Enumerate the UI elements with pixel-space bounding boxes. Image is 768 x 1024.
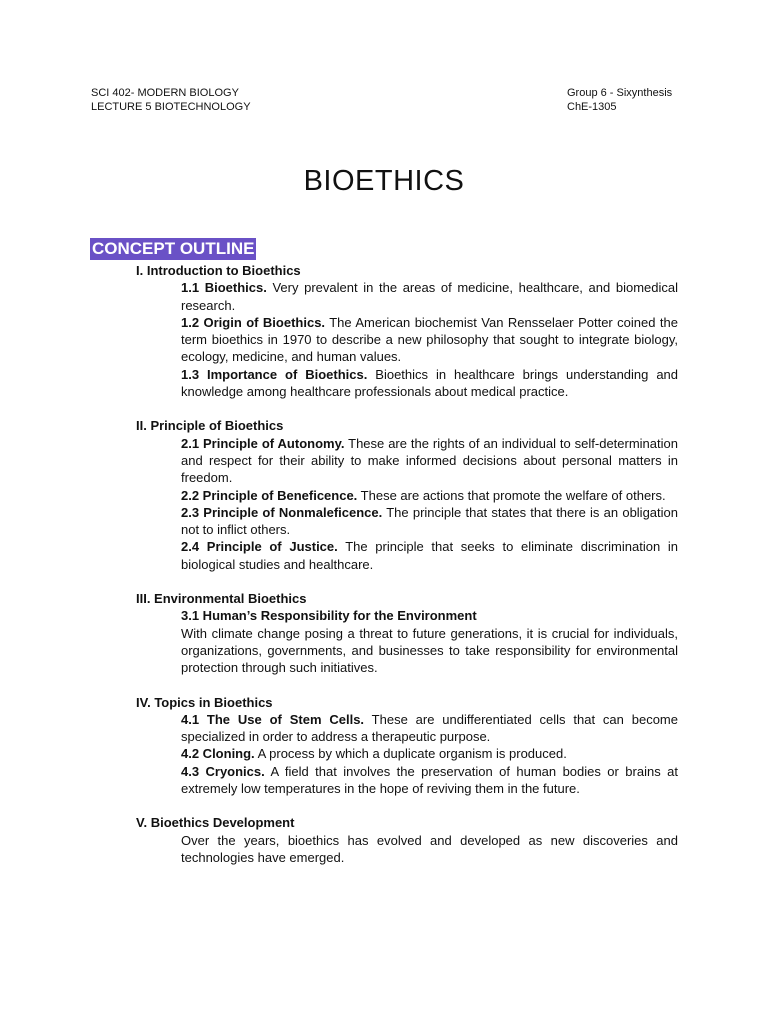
item-text: Very prevalent in the areas of medicine, healthcare, and biomedical research. [181,280,679,313]
outline-section [0,814,768,866]
outline-item [181,366,678,401]
outline-section [0,590,768,676]
outline-item [181,625,678,677]
item-heading: 4.1 The Use of Stem Cells. [181,711,365,727]
item-heading: 1.2 Origin of Bioethics. [181,314,326,330]
item-text: A field that involves the preservation of human bodies or brains at extremely low temperatures in the hope of reviving them in the future. [181,763,678,797]
group-header [567,86,672,114]
section-title: III. Environmental Bioethics [136,591,307,607]
item-text: These are undifferentiated cells that can become specialized in order to address a therapeutic purpose. [181,711,678,745]
outline-item [181,832,678,867]
item-heading: 4.3 Cryonics. [181,763,265,779]
item-heading: 3.1 Human’s Responsibility for the Environment [181,608,477,624]
item-heading: 1.3 Importance of Bioethics. [181,366,368,382]
item-text: With climate change posing a threat to future generations, it is crucial for individuals, organizations, governments, and businesses to take responsibility for environmental protection through such initiatives. [181,625,678,676]
item-heading: 4.2 Cloning. [181,746,255,762]
item-text: The American biochemist Van Rensselaer Potter coined the term bioethics in 1970 to describe a new philosophy that sought to integrate biology, ecology, medicine, and human values. [181,314,678,365]
item-text: Over the years, bioethics has evolved and developed as new discoveries and technologies have emerged. [181,832,678,865]
item-text: These are the rights of an individual to self-determination and respect for their ability to make informed decisions about personal matters in freedom. [181,435,678,486]
item-heading: 2.4 Principle of Justice. [181,539,338,555]
item-heading: 2.3 Principle of Nonmaleficence. [181,504,383,520]
outline-item [181,504,678,539]
item-text: The principle that seeks to eliminate discrimination in biological studies and healthcare. [181,539,678,572]
item-heading: 2.1 Principle of Autonomy. [181,435,345,451]
outline-section [0,694,768,798]
section-title: V. Bioethics Development [136,815,295,831]
concept-outline-heading: CONCEPT OUTLINE [92,239,255,258]
item-text: The principle that states that there is an obligation not to inflict others. [181,504,678,538]
outline-item [181,279,678,314]
section-code: ChE-1305 [567,101,617,113]
course-code: SCI 402- MODERN BIOLOGY [91,87,239,99]
outline-item [181,711,678,746]
page-title: BIOETHICS [303,165,465,197]
group-name: Group 6 - Sixynthesis [567,87,673,99]
outline-item [181,314,678,366]
concept-outline [0,262,768,883]
section-title: II. Principle of Bioethics [136,418,284,434]
section-title: IV. Topics in Bioethics [136,694,273,710]
section-title: I. Introduction to Bioethics [136,263,301,278]
item-heading: 2.2 Principle of Beneficence. [181,487,358,503]
outline-section [0,417,768,573]
lecture-title: LECTURE 5 BIOTECHNOLOGY [91,101,251,113]
outline-item [181,745,678,762]
outline-item [181,487,678,504]
item-text: Bioethics in healthcare brings understanding and knowledge among healthcare professionals about medical practice. [181,366,679,400]
outline-item [181,763,678,798]
item-heading: 1.1 Bioethics. [181,280,267,296]
course-header [91,86,251,114]
outline-section [0,262,768,400]
item-text: These are actions that promote the welfare of others. [357,487,666,503]
outline-item [181,435,678,487]
outline-item [181,607,678,624]
item-text: A process by which a duplicate organism is produced. [254,746,567,762]
outline-item [181,538,678,573]
